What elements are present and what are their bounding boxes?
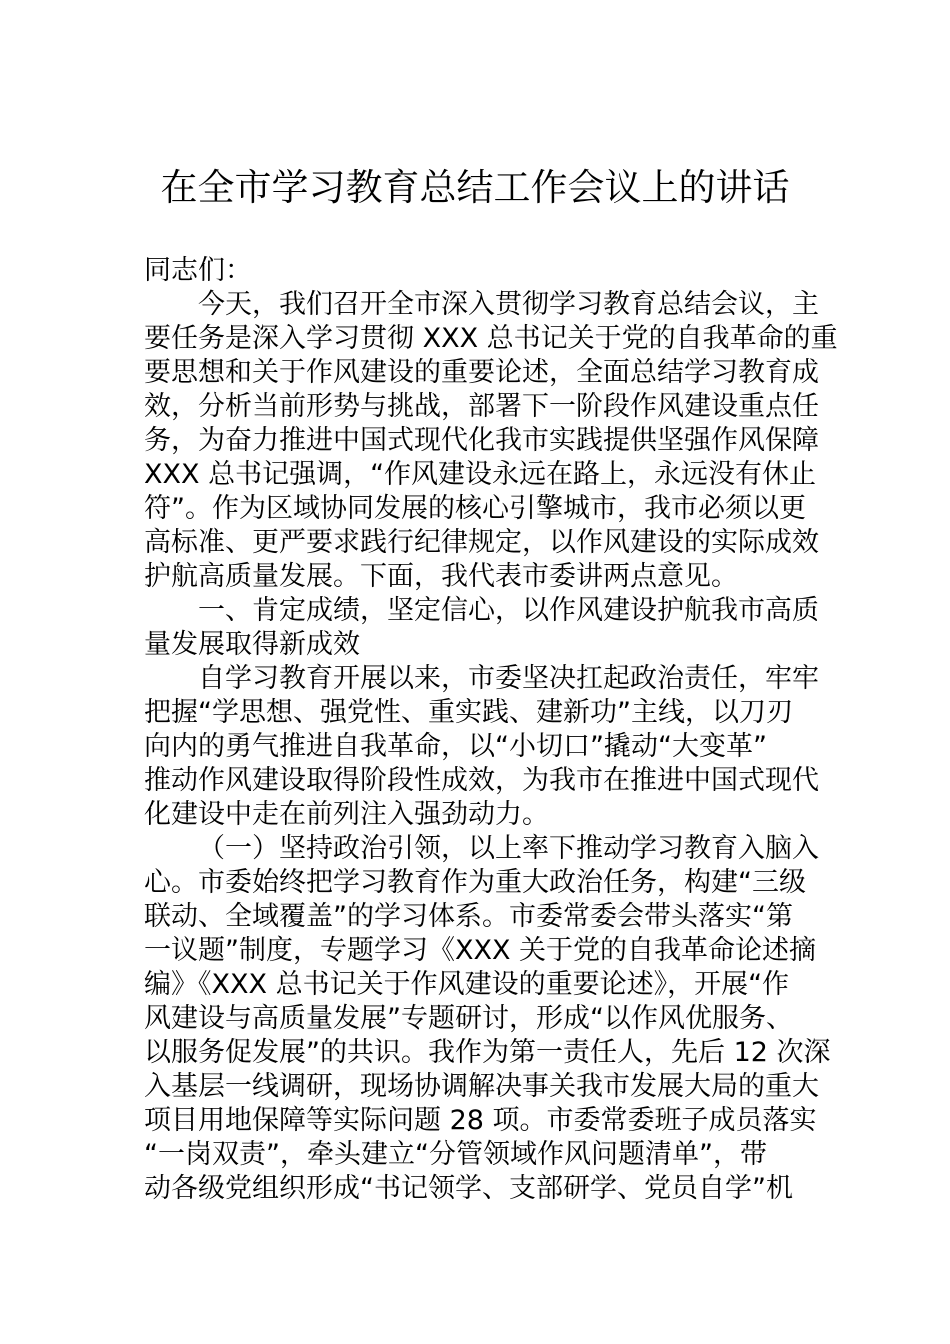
text-line: 心。市委始终把学习教育作为重大政治任务，构建“三级	[144, 867, 806, 898]
text-line: 向内的勇气推进自我革命，以“小切口”撬动“大变革”	[144, 731, 767, 762]
text-line: 今天，我们召开全市深入贯彻学习教育总结会议，主	[198, 289, 819, 320]
text-line: 自学习教育开展以来，市委坚决扛起政治责任，牢牢	[198, 663, 819, 694]
text-line: XXX 总书记强调，“作风建设永远在路上，永远没有休止	[144, 459, 817, 490]
text-line: 护航高质量发展。下面，我代表市委讲两点意见。	[144, 561, 738, 592]
text-line: 推动作风建设取得阶段性成效，为我市在推进中国式现代	[144, 765, 819, 796]
text-line: 项目用地保障等实际问题 28 项。市委常委班子成员落实	[144, 1105, 817, 1136]
text-line: 同志们：	[144, 255, 252, 286]
text-line: 编》《XXX 总书记关于作风建设的重要论述》，开展“作	[144, 969, 790, 1000]
text-line: 风建设与高质量发展”专题研讨，形成“以作风优服务、	[144, 1003, 793, 1034]
document-body	[144, 254, 838, 1206]
text-line: 符”。作为区域协同发展的核心引擎城市，我市必须以更	[144, 493, 806, 524]
text-line: 联动、全域覆盖”的学习体系。市委常委会带头落实“第	[144, 901, 793, 932]
text-line: （一）坚持政治引领，以上率下推动学习教育入脑入	[198, 833, 819, 864]
text-line: 入基层一线调研，现场协调解决事关我市发展大局的重大	[144, 1071, 819, 1102]
text-line: 以服务促发展”的共识。我作为第一责任人，先后 12 次深	[144, 1037, 831, 1068]
document-title: 在全市学习教育总结工作会议上的讲话	[160, 166, 790, 209]
text-line: 一议题”制度，专题学习《XXX 关于党的自我革命论述摘	[144, 935, 817, 966]
text-line: “一岗双责”，牵头建立“分管领域作风问题清单”，带	[144, 1139, 767, 1170]
text-line: 化建设中走在前列注入强劲动力。	[144, 799, 549, 830]
text-line: 要思想和关于作风建设的重要论述，全面总结学习教育成	[144, 357, 819, 388]
text-line: 动各级党组织形成“书记领学、支部研学、党员自学”机	[144, 1173, 793, 1204]
text-line: 务，为奋力推进中国式现代化我市实践提供坚强作风保障	[144, 425, 819, 456]
text-line: 要任务是深入学习贯彻 XXX 总书记关于党的自我革命的重	[144, 323, 838, 354]
text-line: 一、肯定成绩，坚定信心，以作风建设护航我市高质	[198, 595, 819, 626]
text-line: 高标准、更严要求践行纪律规定，以作风建设的实际成效	[144, 527, 819, 558]
text-line: 效，分析当前形势与挑战，部署下一阶段作风建设重点任	[144, 391, 819, 422]
text-line: 量发展取得新成效	[144, 629, 360, 660]
text-line: 把握“学思想、强党性、重实践、建新功”主线，以刀刃	[144, 697, 793, 728]
